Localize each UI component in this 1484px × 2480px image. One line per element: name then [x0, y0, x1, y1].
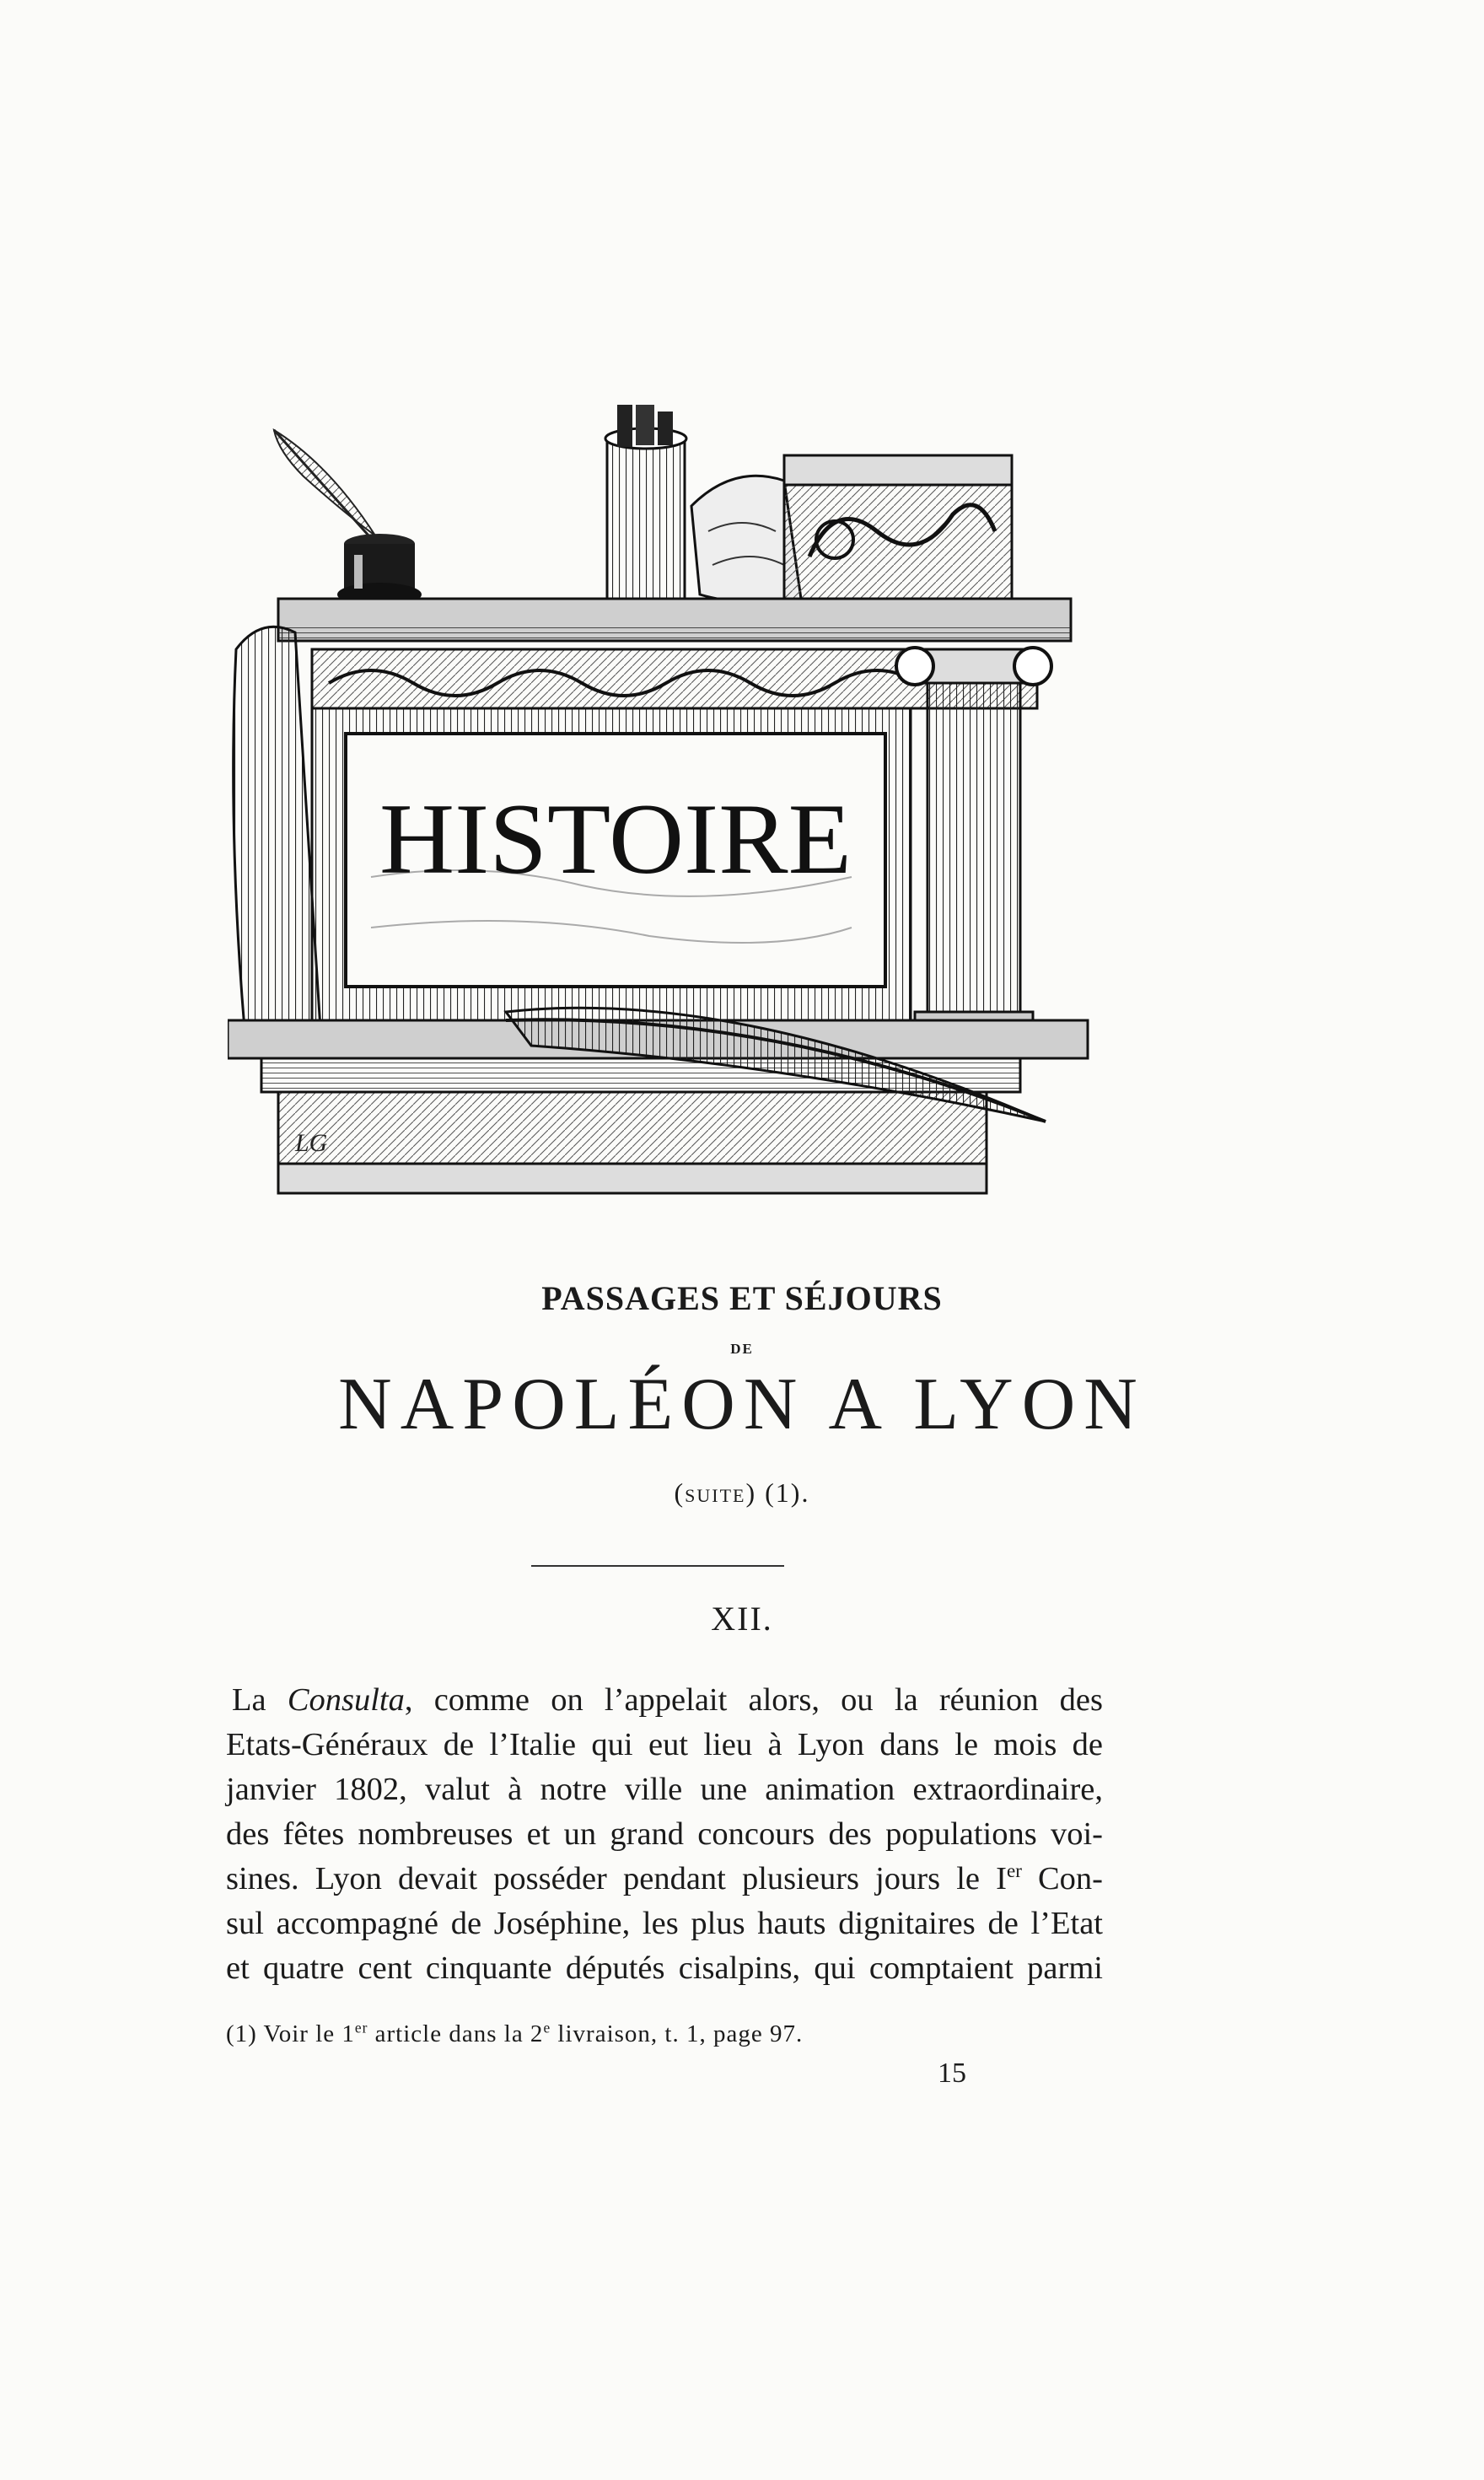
engraver-monogram: LG: [295, 1129, 328, 1157]
body-line: La Consulta, comme on l’appelait alors, ou la réunion des: [232, 1682, 1103, 1718]
scroll-cup: [605, 405, 686, 599]
title-rule: [531, 1565, 784, 1567]
histoire-engraving: [228, 405, 1105, 1197]
tablet: [312, 708, 911, 1020]
body-line: janvier 1802, valut à notre ville une animation extraordinaire,: [226, 1772, 1103, 1807]
article-title: NAPOLÉON A LYON: [338, 1364, 1146, 1445]
cornice-top: [278, 599, 1071, 641]
article-subtitle: PASSAGES ET SÉJOURS: [541, 1279, 943, 1317]
body-line: sul accompagné de Joséphine, les plus hauts dignitaires de l’Etat: [226, 1906, 1103, 1941]
body-line: sines. Lyon devait posséder pendant plusieurs jours le Ier Con-: [226, 1859, 1104, 1896]
article-de: DE: [730, 1341, 754, 1357]
body-line: et quatre cent cinquante députés cisalpins, qui comptaient parmi: [226, 1950, 1103, 1986]
body-line: Etats-Généraux de l’Italie qui eut lieu à Lyon dans le mois de: [226, 1727, 1103, 1762]
ornate-box: [784, 455, 1012, 599]
page-number: 15: [938, 2058, 966, 2089]
section-number: XII.: [711, 1600, 773, 1638]
quill-pen: [274, 430, 384, 552]
body-paragraph: [226, 1678, 1103, 1991]
left-drapery: [234, 627, 320, 1029]
article-suite: (suite) (1).: [674, 1477, 810, 1508]
footnote: (1) Voir le 1er article dans la 2e livraison, t. 1, page 97.: [226, 2019, 804, 2047]
histoire-panel-text: HISTOIRE: [379, 783, 852, 895]
body-line: des fêtes nombreuses et un grand concours des populations voi-: [226, 1816, 1103, 1852]
inkwell: [337, 534, 422, 606]
